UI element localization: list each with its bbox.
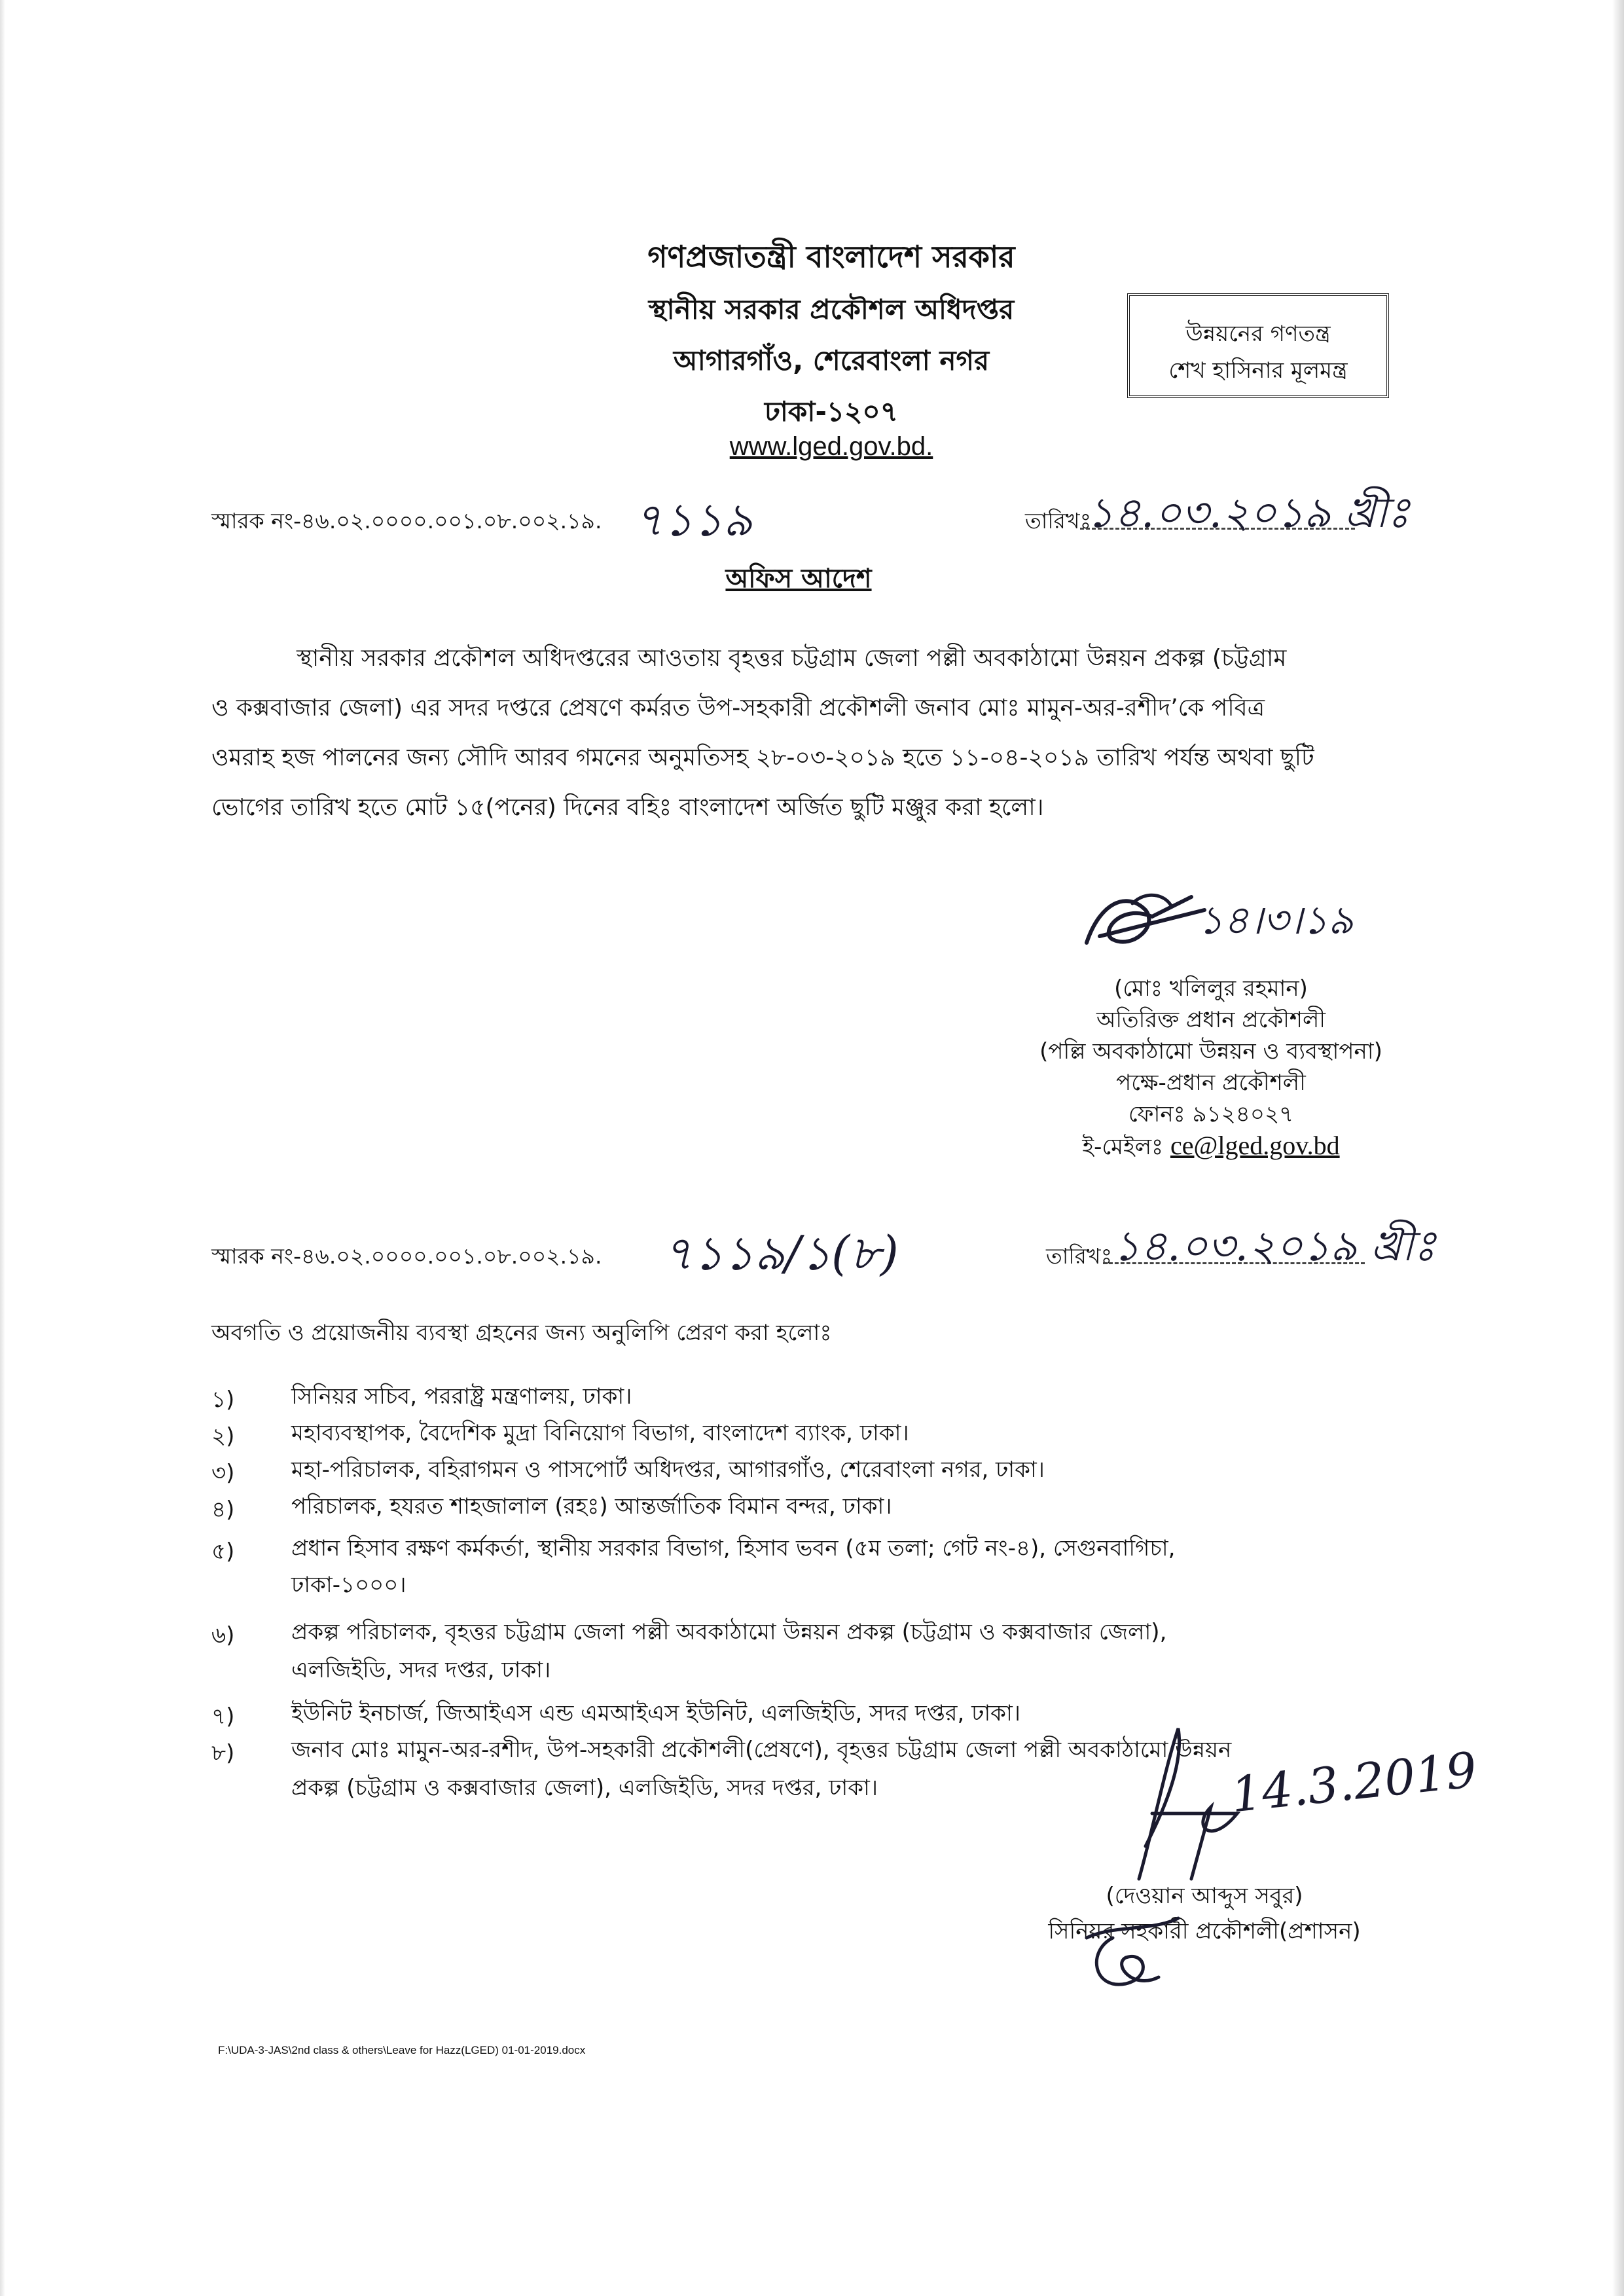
memo2-ref-label: স্মারক নং-৪৬.০২.০০০০.০০১.০৮.০০২.১৯.	[211, 1243, 602, 1269]
copy-item-text: প্রধান হিসাব রক্ষণ কর্মকর্তা, স্থানীয় সরকার বিভাগ, হিসাব ভবন (৫ম তলা; গেট নং-৪), সেগুনবাগিচা,	[291, 1535, 1176, 1561]
scan-edge-right	[1612, 0, 1624, 2296]
body-line-4: ভোগের তারিখ হতে মোট ১৫(পনের) দিনের বহিঃ বাংলাদেশ অর্জিত ছুটি মঞ্জুর করা হলো।	[211, 794, 1044, 821]
copy-item-text: মহাব্যবস্থাপক, বৈদেশিক মুদ্রা বিনিয়োগ বিভাগ, বাংলাদেশ ব্যাংক, ঢাকা।	[291, 1420, 909, 1446]
body-line-2: ও কক্সবাজার জেলা) এর সদর দপ্তরে প্রেষণে কর্মরত উপ-সহকারী প্রকৌশলী জনাব মোঃ মামুন-অর-রশীদ’কে পবিত্র	[211, 695, 1265, 721]
copy-item-text: জনাব মোঃ মামুন-অর-রশীদ, উপ-সহকারী প্রকৌশলী(প্রেষণে), বৃহত্তর চট্টগ্রাম জেলা পল্লী অবকাঠামো উন্নয়ন	[291, 1737, 1232, 1763]
copy-item-text: প্রকল্প পরিচালক, বৃহত্তর চট্টগ্রাম জেলা পল্লী অবকাঠামো উন্নয়ন প্রকল্প (চট্টগ্রাম ও কক্সবাজার জেলা),	[291, 1619, 1167, 1645]
motto-line-1: উন্নয়নের গণতন্ত্র	[1185, 321, 1331, 347]
copy-item-num: ৬)	[211, 1622, 235, 1649]
signatory-2-name: (দেওয়ান আব্দুস সবুর)	[1106, 1883, 1303, 1909]
signatory-1-designation: অতিরিক্ত প্রধান প্রকৌশলী	[1096, 1007, 1326, 1033]
memo-date-handwritten: ১৪.০৩.২০১৯ খ্রীঃ	[1087, 489, 1410, 538]
memo2-date-label: তারিখঃ	[1046, 1243, 1113, 1269]
copy-item-text-cont: প্রকল্প (চট্টগ্রাম ও কক্সবাজার জেলা), এলজিইডি, সদর দপ্তর, ঢাকা।	[291, 1775, 878, 1801]
memo-date-label: তারিখঃ	[1025, 508, 1092, 534]
copy-item-num: ৫)	[211, 1539, 235, 1565]
address-line: আগারগাঁও, শেরেবাংলা নগর	[673, 344, 990, 376]
copy-item-num: ২)	[211, 1423, 235, 1449]
memo-ref-number-handwritten: ৭১১৯	[634, 493, 753, 547]
copy-item-num: ১)	[211, 1387, 235, 1413]
copy-item-text: ইউনিট ইনচার্জ, জিআইএস এন্ড এমআইএস ইউনিট, এলজিইডি, সদর দপ্তর, ঢাকা।	[291, 1700, 1020, 1726]
signature-1-block	[962, 973, 1460, 1163]
copy-item-text-cont: ঢাকা-১০০০।	[291, 1572, 406, 1598]
email-link[interactable]: ce@lged.gov.bd	[1170, 1131, 1340, 1160]
copy-intro: অবগতি ও প্রয়োজনীয় ব্যবস্থা গ্রহনের জন্য অনুলিপি প্রেরণ করা হলোঃ	[211, 1320, 832, 1346]
body-line-1: স্থানীয় সরকার প্রকৌশল অধিদপ্তরের আওতায় বৃহত্তর চট্টগ্রাম জেলা পল্লী অবকাঠামো উন্নয়ন প্রকল্প (চট্টগ্রাম	[297, 645, 1287, 672]
order-body	[211, 634, 1409, 833]
scan-edge-left	[0, 0, 5, 2296]
signatory-2-designation: সিনিয়র সহকারী প্রকৌশলী(প্রশাসন)	[1048, 1918, 1361, 1944]
department-title: স্থানীয় সরকার প্রকৌশল অধিদপ্তর	[648, 293, 1015, 325]
memo2-date-handwritten: ১৪.০৩.২০১৯ খ্রীঃ	[1113, 1222, 1436, 1271]
signatory-1-name: (মোঃ খলিলুর রহমান)	[1114, 975, 1308, 1002]
office-order-title: অফিস আদেশ	[725, 564, 872, 594]
signatory-1-wing: (পল্লি অবকাঠামো উন্নয়ন ও ব্যবস্থাপনা)	[1039, 1038, 1382, 1065]
copy-item-text: পরিচালক, হযরত শাহজালাল (রহঃ) আন্তর্জাতিক বিমান বন্দর, ঢাকা।	[291, 1493, 892, 1520]
signature-2-date: 14.3.2019	[1228, 1741, 1480, 1824]
copy-item-text-cont: এলজিইডি, সদর দপ্তর, ঢাকা।	[291, 1657, 551, 1683]
signatory-1-phone: ফোনঃ ৯১২৪০২৭	[1128, 1101, 1294, 1127]
copy-item-num: ৪)	[211, 1497, 235, 1523]
signature-1-date: ১৪।৩।১৯	[1198, 898, 1354, 943]
footer-file-path: F:\UDA-3-JAS\2nd class & others\Leave for Hazz(LGED) 01-01-2019.docx	[218, 2044, 586, 2056]
memo2-ref-number-handwritten: ৭১১৯/১(৮)	[662, 1226, 899, 1281]
handwritten-initial	[1074, 1899, 1204, 2003]
govt-title: গণপ্রজাতন্ত্রী বাংলাদেশ সরকার	[647, 239, 1015, 274]
copy-item-num: ৩)	[211, 1460, 235, 1486]
copy-item-text: সিনিয়র সচিব, পররাষ্ট্র মন্ত্রণালয়, ঢাকা।	[291, 1383, 632, 1410]
signatory-1-behalf: পক্ষে-প্রধান প্রকৌশলী	[1116, 1070, 1306, 1096]
copy-item-text: মহা-পরিচালক, বহিরাগমন ও পাসপোর্ট অধিদপ্তর, আগারগাঁও, শেরেবাংলা নগর, ঢাকা।	[291, 1457, 1045, 1483]
memo-ref-label: স্মারক নং-৪৬.০২.০০০০.০০১.০৮.০০২.১৯.	[211, 508, 602, 534]
motto-box	[1127, 293, 1389, 398]
copy-item-num: ৭)	[211, 1704, 235, 1730]
website-link[interactable]: www.lged.gov.bd.	[729, 432, 933, 461]
signatory-1-email-row	[962, 1130, 1460, 1163]
motto-line-2: শেখ হাসিনার মূলমন্ত্র	[1168, 357, 1348, 384]
body-line-3: ওমরাহ হজ পালনের জন্য সৌদি আরব গমনের অনুমতিসহ ২৮-০৩-২০১৯ হতে ১১-০৪-২০১৯ তারিখ পর্যন্ত অথবা ছুটি	[211, 744, 1314, 771]
city-line: ঢাকা-১২০৭	[764, 395, 899, 428]
copy-item-num: ৮)	[211, 1740, 235, 1766]
email-label: ই-মেইলঃ	[1082, 1134, 1164, 1160]
